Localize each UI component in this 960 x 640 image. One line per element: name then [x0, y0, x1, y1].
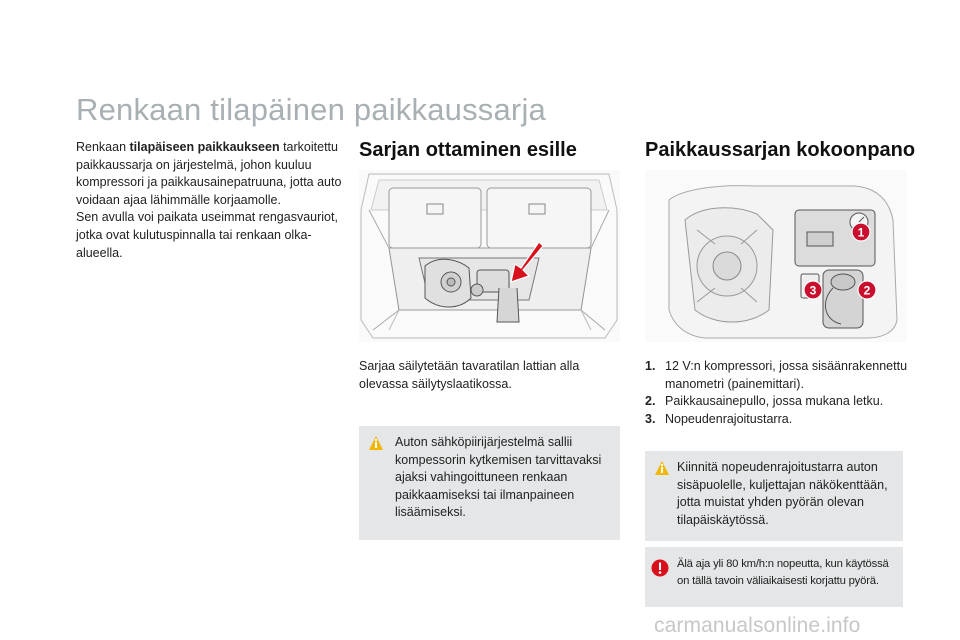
warning-icon: [651, 559, 669, 577]
svg-text:1: 1: [857, 225, 865, 240]
info-icon: [654, 460, 670, 476]
item-number: 2.: [645, 394, 656, 409]
list-item: [645, 358, 915, 393]
item-number: 3.: [645, 411, 656, 426]
info-note-electrical: [359, 426, 620, 540]
warning-note-speed: [645, 547, 903, 607]
item-text: 12 V:n kompressori, jossa sisäänrakennettu manometri (painemittari).: [665, 359, 908, 391]
intro-second: Sen avulla voi paikata useimmat rengasvauriot, jotka ovat kulutuspinnalla tai renkaan olka-alueella.: [76, 210, 338, 260]
info-note-sticker: [645, 451, 903, 541]
list-item: [645, 411, 915, 429]
callout-1: [851, 222, 871, 242]
section1-caption: Sarjaa säilytetään tavaratilan lattian alla olevassa säilytyslaatikossa.: [359, 359, 580, 391]
section-title-composition: Paikkaussarjan kokoonpano: [645, 139, 916, 161]
watermark: carmanualsonline.info: [654, 614, 861, 637]
intro-text: [76, 139, 348, 262]
boot-illustration: [359, 170, 620, 342]
callout-3: [803, 280, 823, 300]
svg-text:3: 3: [809, 283, 817, 298]
note-text: Älä aja yli 80 km/h:n nopeutta, kun käytössä on tällä tavoin väliaikaisesti korjattu pyörä.: [677, 558, 889, 587]
intro-rest: tarkoitettu paikkaussarja on järjestelmä, johon kuuluu kompressori ja paikkausainepatruuna, jotta auto voidaan ajaa lähimmälle korjaamolle.: [76, 140, 342, 207]
callout-2: [857, 280, 877, 300]
info-icon: [368, 435, 384, 451]
section-title-retrieval: Sarjan ottaminen esille: [359, 139, 577, 161]
intro-paragraph: [76, 139, 348, 209]
note-text: Auton sähköpiirijärjestelmä sallii kompessorin kytkemisen tarvittavaksi ajaksi vahingoittuneen renkaan paikkaamiseksi tai ilmanpaineen lisäämiseksi.: [395, 435, 602, 520]
item-text: Nopeudenrajoitustarra.: [665, 411, 793, 426]
note-text: Kiinnitä nopeudenrajoitustarra auton sisäpuolelle, kuljettajan näkökenttään, jotta muistat yhden pyörän olevan tilapäiskäytössä.: [677, 460, 888, 527]
red-arrow-icon: [509, 240, 543, 284]
intro-lead: Renkaan: [76, 140, 130, 154]
item-number: 1.: [645, 359, 656, 373]
svg-text:2: 2: [863, 283, 871, 298]
kit-composition-illustration: [645, 170, 907, 342]
list-item: [645, 393, 915, 411]
page-title: Renkaan tilapäinen paikkaussarja: [76, 92, 546, 127]
parts-list: [645, 358, 915, 428]
intro-bold: tilapäiseen paikkaukseen: [129, 140, 280, 154]
item-text: Paikkausainepullo, jossa mukana letku.: [665, 394, 884, 409]
